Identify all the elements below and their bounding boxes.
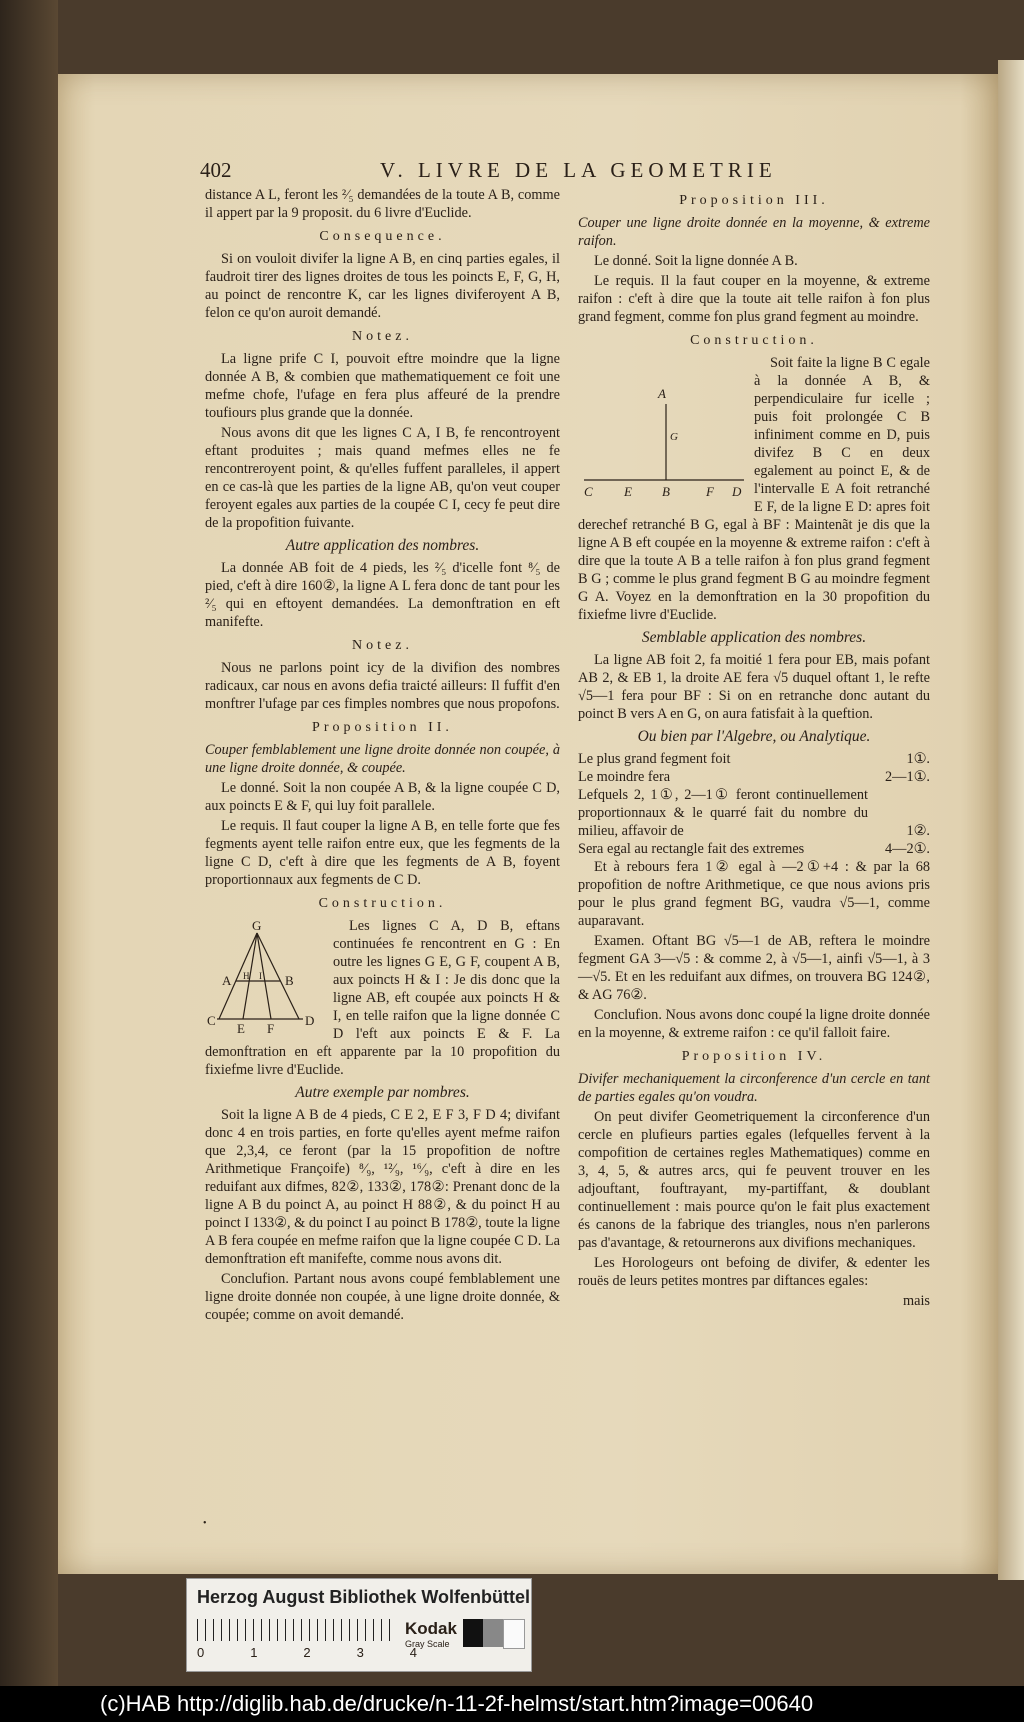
paragraph: Le donné. Soit la ligne donnée A B. [594, 253, 798, 269]
label-f: F [267, 1021, 275, 1036]
label-e: E [624, 484, 632, 499]
label-g: G [670, 431, 678, 443]
algebra-table [578, 750, 930, 858]
paragraph: Examen. Oftant BG √5—1 de AB, reftera le moindre fegment GA 3—√5 : & comme 2, à √5—1, ainfi √5—1, à 3—√5. Et en les reduifant aux difmes, on trouvera BG 124②, & AG 76②. [578, 933, 930, 1003]
page-number: 402 [200, 158, 232, 182]
label-a: A [222, 973, 232, 988]
paragraph: La donnée AB foit de 4 pieds, les ²⁄₅ d'icelle font ⁸⁄₅ de pied, c'eft à dire 160②, la ligne A L fera donc de tant pour les ²⁄₅ qui en eftoyent demandées. La demonftration en eft manifefte. [205, 560, 560, 630]
row-value: 2—1①. [885, 769, 930, 785]
label-a: A [658, 386, 666, 401]
paragraph: Conclufion. Nous avons donc coupé la ligne droite donnée en la moyenne, & extreme raifon : ce qu'il falloit faire. [578, 1007, 930, 1041]
ruler-number: 3 [356, 1645, 364, 1660]
left-column [205, 186, 560, 1326]
section-heading: Consequence. [319, 229, 446, 244]
color-calibration-bar [186, 1578, 532, 1672]
section-heading: Notez. [352, 638, 413, 653]
ruler-number: 0 [197, 1645, 205, 1660]
gray-scale-label: Gray Scale [405, 1639, 450, 1649]
library-name: Herzog August Bibliothek Wolfenbüttel [197, 1587, 530, 1607]
paragraph: La ligne AB foit 2, fa moitié 1 fera pour EB, mais pofant AB 2, & EB 1, la droite AE fera √5 duquel oftant 1, le refte √5—1 fera pour BF : Si on en retranche donc autant du poinct B vers A en G, on aura fatisfait à la queftion. [578, 652, 930, 722]
proposition-heading: Proposition III. [679, 193, 829, 208]
proposition-heading: Proposition IV. [681, 1049, 827, 1064]
algebra-row [578, 750, 930, 768]
row-value: 4—2①. [885, 841, 930, 857]
row-text: Lefquels 2, 1①, 2—1① feront continuellement proportionnaux & le quarré fait du nombre du milieu, affavoir de [578, 787, 868, 839]
page-mark: • [203, 1518, 207, 1529]
paragraph: Nous avons dit que les lignes C A, I B, fe rencontroyent eftant produites ; mais quand mefmes elles ne fe rencontreroyent point, & qu'elles fuffent paralleles, il appert en ce cas-là que les parties de la ligne AB, qu'on veut couper feroyent egales aux parties de la coupée C I, cecy fe peut dire de la propofition fuivante. [205, 425, 560, 531]
triangle-diagram [205, 919, 325, 1037]
proposition-statement: Couper femblablement une ligne droite donnée non coupée, à une ligne droite donnée, & coupée. [205, 742, 560, 776]
paragraph: distance A L, feront les ²⁄₅ demandées de la toute A B, comme il appert par la 9 proposit. du 6 livre d'Euclide. [205, 187, 560, 221]
golden-section-diagram [578, 384, 746, 510]
proposition-statement: Couper une ligne droite donnée en la moyenne, & extreme raifon. [578, 215, 930, 249]
section-heading: Construction. [690, 333, 818, 348]
gray-swatch-mid [483, 1619, 503, 1647]
label-c: C [584, 484, 593, 499]
paragraph: Soit faite la ligne B C egale à la donnée A B, & perpendiculaire fur icelle ; puis foit prolongée C B infiniment comme en D, puis divifez B C en deux egalement au poinct E, & de l'intervalle E A foit retranché E F, de la ligne E D: apres foit derechef retranché B G, egal à BF : Maintenãt je dis que la ligne A B eft coupée en la moyenne & extreme raifon : c'eft à dire que la toute A B a telle raifon à fon plus grand fegment B G ; comme le plus grand fegment B G au moindre fegment G A. Voyez en la demonftration en la 30 propofition du fixiefme livre d'Euclide. [578, 355, 930, 623]
label-f: F [706, 484, 714, 499]
paragraph: Le requis. Il faut couper la ligne A B, en telle forte que fes fegments ayent telle raifon entre eux, que les fegments de la ligne C D, c'eft à dire que les fegments de A B, foyent proportionnaux aux fegments de C D. [205, 818, 560, 888]
section-heading: Autre application des nombres. [285, 537, 480, 554]
row-text: Le moindre fera [578, 769, 671, 785]
running-title: V. LIVRE DE LA GEOMETRIE [380, 158, 777, 182]
label-h: H [243, 971, 250, 981]
right-column [578, 186, 930, 1312]
ruler-numbers [197, 1645, 417, 1660]
row-text: Sera egal au rectangle fait des extremes [578, 841, 805, 857]
algebra-row [578, 768, 930, 786]
paragraph: Soit la ligne A B de 4 pieds, C E 2, E F 3, F D 4; divifant donc 4 en trois parties, en forte qu'elles ayent mefme raifon que 2,3,4, ce feront (par la 15 propofition de noftre Arithmetique Françoife) ⁸⁄₉, ¹²⁄₉, ¹⁶⁄₉, c'eft à dire en les reduifant aux difmes, 82②, 133②, 178②: Prenant donc de la ligne A B du poinct A, au poinct H 88②, & du poinct H au poinct I 133②, & du poinct I au poinct B 178②, toute la ligne A B fera coupée en mefme raifon que la ligne coupée C D. La demonftration eft manifefte, comme nous avons dit. [205, 1107, 560, 1267]
label-b: B [662, 484, 670, 499]
label-d: D [305, 1013, 315, 1028]
algebra-row [578, 786, 930, 840]
section-heading: Construction. [318, 896, 447, 911]
label-g: G [252, 919, 262, 933]
section-heading: Notez. [352, 329, 413, 344]
paragraph: Le donné. Soit la non coupée A B, & la ligne coupée C D, aux poincts E & F, qui luy foit parallele. [205, 780, 560, 814]
paragraph: Si on vouloit divifer la ligne A B, en cinq parties egales, il faudroit tirer des lignes droites de tous les poincts E, F, G, H, au poinct de rencontre K, car les lignes diviferoyent A B, felon ce qu'on auroit demandé. [205, 251, 560, 321]
algebra-row [578, 840, 930, 858]
paragraph: Nous ne parlons point icy de la divifion des nombres radicaux, car nous en avons defia traicté ailleurs: Il fuffit d'en monftrer l'ufage par ces fimples nombres que nous propofons. [205, 660, 560, 712]
ruler-number: 4 [409, 1645, 417, 1660]
label-d: D [732, 484, 742, 499]
gray-swatch-white [503, 1619, 525, 1649]
paragraph: Conclufion. Partant nous avons coupé femblablement une ligne droite donnée non coupée, à une ligne droite donnée, & coupée; comme on avoit demandé. [205, 1271, 560, 1323]
proposition-statement: Divifer mechaniquement la circonference d'un cercle en tant de parties egales qu'on voudra. [578, 1071, 930, 1105]
section-heading: Semblable application des nombres. [641, 629, 867, 646]
gray-swatch-black [463, 1619, 483, 1647]
section-heading: Ou bien par l'Algebre, ou Analytique. [637, 728, 871, 745]
ruler-number: 2 [303, 1645, 311, 1660]
paragraph: Et à rebours fera 1② egal à —2①+4 : & par la 68 propofition de noftre Arithmetique, ce que nous avions pris pour le plus grand fegment BG, vaudra √5—1, comme auparavant. [578, 859, 930, 929]
book-gutter [0, 0, 58, 1722]
copyright-credit: (c)HAB http://diglib.hab.de/drucke/n-11-2f-helmst/start.htm?image=00640 [0, 1686, 1024, 1722]
proposition-heading: Proposition II. [312, 720, 453, 735]
golden-section-figure [578, 384, 746, 510]
label-c: C [207, 1013, 216, 1028]
label-i: I [259, 971, 262, 981]
paragraph: La ligne prife C I, pouvoit eftre moindre que la ligne donnée A B, & combien que mathematiquement ce foit une mefme chofe, l'ufage en fera plus affeuré de la prendre toufiours plus grande que la donnée. [205, 351, 560, 421]
section-heading: Autre exemple par nombres. [295, 1084, 470, 1101]
label-e: E [237, 1021, 245, 1036]
catchword: mais [902, 1293, 930, 1309]
kodak-logo: Kodak [405, 1619, 457, 1638]
paragraph: Les Horologeurs ont befoing de divifer, & edenter les rouës de leurs petites montres par diftances egales: [578, 1255, 930, 1289]
ruler-number: 1 [250, 1645, 258, 1660]
triangle-figure [205, 919, 325, 1037]
row-value: 1①. [906, 751, 930, 767]
paragraph: On peut divifer Geometriquement la circonference d'un cercle en plufieurs parties egales (lefquelles fervent à la compofition de certaines regles Mathematiques) comme en 3, 4, 5, & autres arcs, qui fe peuvent trouver en les adjouftant, fouftrayant, my-partiffant, & doublant continuellement : mais pource qu'on le fait plus exactement és canons de la fabrique des triangles, nous n'en parlerons pas d'avantage, & retournerons aux divifions mechaniques. [578, 1109, 930, 1251]
next-page-edge [998, 60, 1024, 1580]
label-b: B [285, 973, 294, 988]
paragraph: Les lignes C A, D B, eftans continuées fe rencontrent en G : En outre les lignes G E, G F, coupent A B, aux poincts H & I : Je dis donc que la ligne AB, eft coupée aux poincts H & I, en telle raifon que la ligne donnée C D l'eft aux poincts E & F. La demonftration en eft apparente par la 10 propofition du fixiefme livre d'Euclide. [205, 918, 560, 1078]
row-value: 1②. [906, 823, 930, 839]
paragraph: Le requis. Il la faut couper en la moyenne, & extreme raifon : c'eft à dire que la toute ait telle raifon à fon plus grand fegment, comme fon plus grand fegment au moindre. [578, 273, 930, 325]
scale-ruler [197, 1619, 393, 1641]
row-text: Le plus grand fegment foit [578, 751, 731, 767]
